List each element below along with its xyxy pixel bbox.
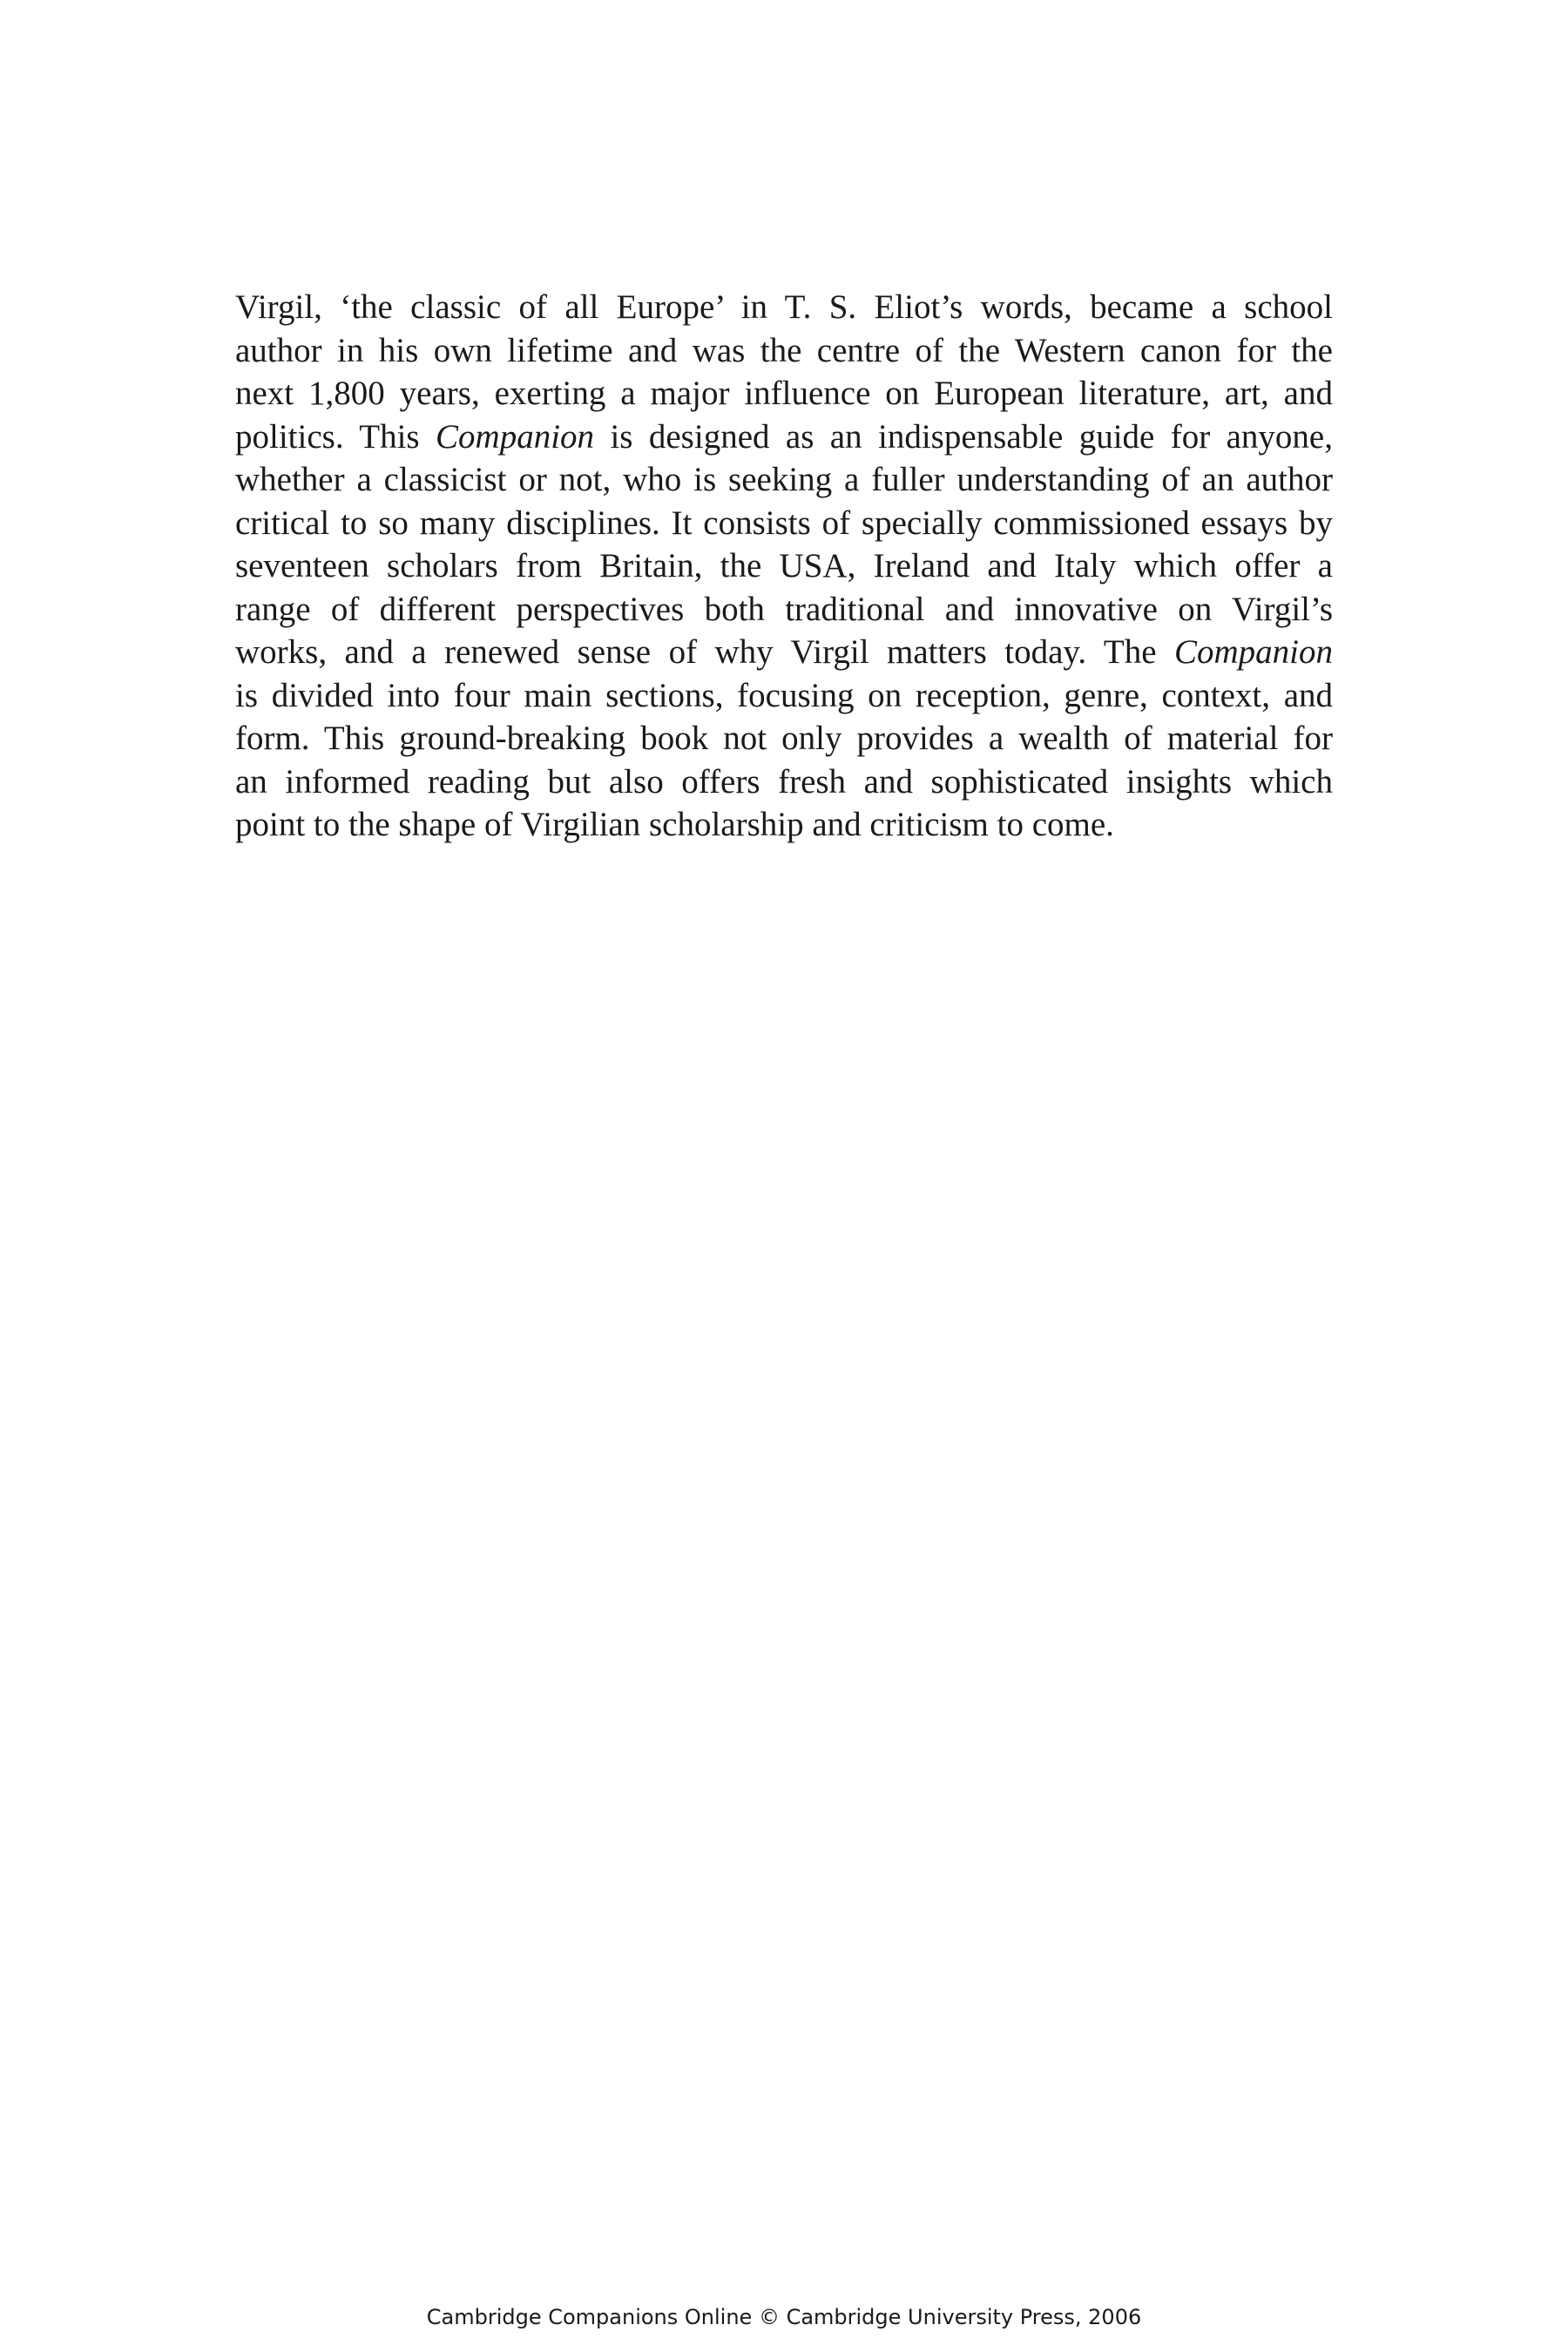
description-line-11: form. This ground-breaking book not only provides a wealth of material for xyxy=(235,720,1333,757)
copyright-footer: Cambridge Companions Online © Cambridge University Press, 2006 xyxy=(426,2305,1142,2329)
description-line-5: whether a classicist or not, who is seeking a fuller understanding of an author xyxy=(235,461,1333,498)
description-line-9: works, and a renewed sense of why Virgil matters today. The Companion xyxy=(235,633,1333,671)
description-line-2: author in his own lifetime and was the centre of the Western canon for the xyxy=(235,331,1333,369)
description-line-10: is divided into four main sections, focusing on reception, genre, context, and xyxy=(235,676,1333,714)
description-line-7: seventeen scholars from Britain, the USA, Ireland and Italy which offer a xyxy=(235,547,1333,585)
book-description xyxy=(235,286,1333,847)
description-line-13: point to the shape of Virgilian scholarship and criticism to come. xyxy=(235,806,1114,843)
description-line-8: range of different perspectives both traditional and innovative on Virgil’s xyxy=(235,590,1333,628)
description-line-1: Virgil, ‘the classic of all Europe’ in T. S. Eliot’s words, became a school xyxy=(235,288,1333,326)
companion-title-italic: Companion xyxy=(436,417,595,456)
description-line-12: an informed reading but also offers fresh and sophisticated insights which xyxy=(235,762,1333,801)
description-line-3: next 1,800 years, exerting a major influence on European literature, art, and xyxy=(235,375,1333,412)
description-line-6: critical to so many disciplines. It consists of specially commissioned essays by xyxy=(235,504,1333,542)
description-line-4: politics. This Companion is designed as an indispensable guide for anyone, xyxy=(235,417,1333,456)
companion-title-italic: Companion xyxy=(1173,633,1333,671)
